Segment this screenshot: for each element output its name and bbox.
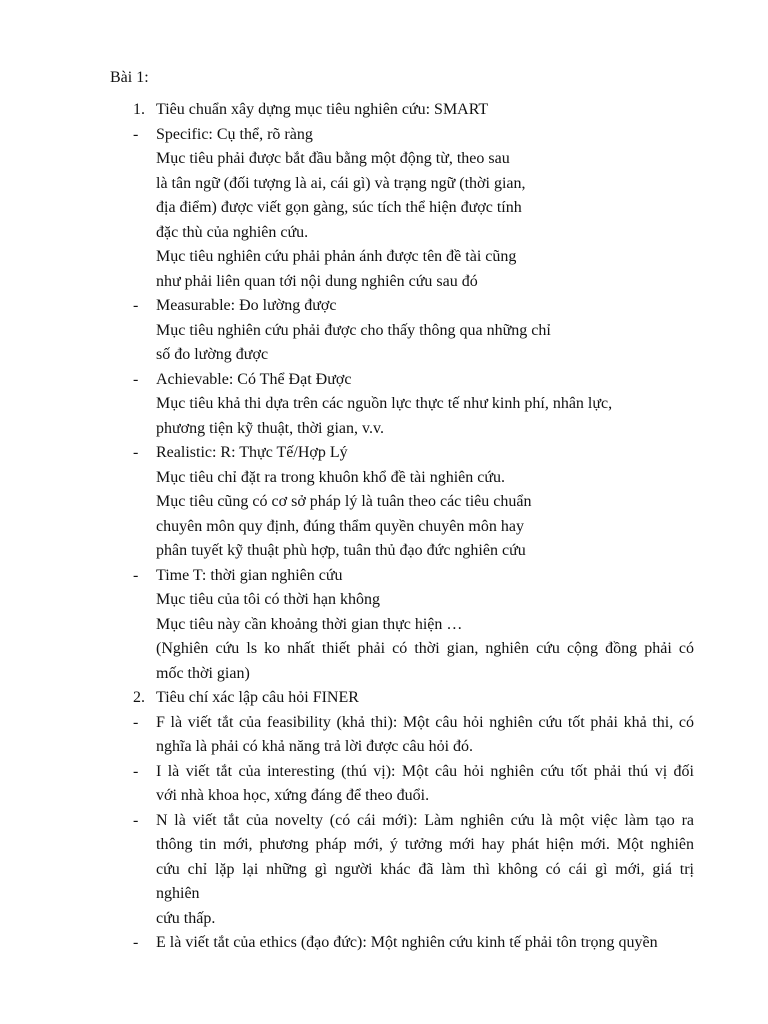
document-line — [0, 784, 768, 809]
document-line — [0, 613, 768, 638]
line-text: E là viết tắt của ethics (đạo đức): Một nghiên cứu kinh tế phải tôn trọng quyền — [156, 934, 658, 951]
line-text: địa điểm) được viết gọn gàng, súc tích thể hiện được tính — [156, 199, 522, 216]
document-line — [0, 490, 768, 515]
line-text: Achievable: Có Thể Đạt Được — [156, 370, 352, 388]
line-text: cứu chỉ lặp lại những gì người khác đã làm thì không có cái gì mới, giá trị — [156, 860, 694, 878]
document-line — [0, 392, 768, 417]
bullet-dash: - — [133, 713, 139, 731]
bullet-dash: - — [133, 444, 139, 461]
document-line — [0, 294, 768, 319]
line-text: phân tuyết kỹ thuật phù hợp, tuân thủ đạo đức nghiên cứu — [156, 542, 526, 559]
line-text: như phải liên quan tới nội dung nghiên cứu sau đó — [156, 272, 478, 290]
line-text: Measurable: Đo lường được — [156, 297, 337, 314]
document-line — [0, 833, 768, 858]
line-text: Mục tiêu khả thi dựa trên các nguồn lực thực tế như kinh phí, nhân lực, — [156, 395, 613, 412]
bullet-dash: - — [133, 934, 139, 951]
line-text: Mục tiêu cũng có cơ sở pháp lý là tuân theo các tiêu chuẩn — [156, 493, 532, 510]
line-text: mốc thời gian) — [156, 664, 250, 682]
list-number: 1. — [133, 101, 145, 118]
line-text: chuyên môn quy định, đúng thẩm quyền chuyên môn hay — [156, 517, 524, 535]
list-number: 2. — [133, 689, 145, 706]
line-text: nghiên — [156, 885, 200, 902]
document-line — [0, 809, 768, 834]
line-text: Mục tiêu của tôi có thời hạn không — [156, 591, 380, 608]
document-line — [0, 270, 768, 295]
bullet-dash: - — [133, 762, 139, 780]
line-text: Tiêu chí xác lập câu hỏi FINER — [156, 689, 359, 706]
document-line — [0, 368, 768, 393]
line-text: I là viết tắt của interesting (thú vị): Một câu hỏi nghiên cứu tốt phải thú vị đối — [156, 762, 694, 780]
line-text: với nhà khoa học, xứng đáng để theo đuổi. — [156, 787, 430, 804]
line-text: Time T: thời gian nghiên cứu — [156, 566, 343, 584]
document-line — [0, 564, 768, 589]
bullet-dash: - — [133, 125, 139, 143]
document-line — [0, 760, 768, 785]
document-line — [0, 343, 768, 368]
document-line — [0, 686, 768, 711]
document-line — [0, 98, 768, 123]
document-line — [0, 221, 768, 246]
document-line — [0, 539, 768, 564]
document-line — [0, 735, 768, 760]
line-text: Mục tiêu chỉ đặt ra trong khuôn khổ đề tài nghiên cứu. — [156, 468, 506, 486]
document-line — [0, 858, 768, 883]
document-line — [0, 637, 768, 662]
document-line — [0, 196, 768, 221]
bullet-dash: - — [133, 370, 139, 388]
document-line — [0, 662, 768, 687]
line-text: Specific: Cụ thể, rõ ràng — [156, 125, 313, 143]
bullet-dash: - — [133, 297, 139, 314]
line-text: đặc thù của nghiên cứu. — [156, 223, 309, 241]
line-text: phương tiện kỹ thuật, thời gian, v.v. — [156, 419, 384, 437]
document-line — [0, 417, 768, 442]
line-text: N là viết tắt của novelty (có cái mới): Làm nghiên cứu là một việc làm tạo ra — [156, 811, 694, 829]
document-line — [0, 441, 768, 466]
line-text: Mục tiêu nghiên cứu phải được cho thấy thông qua những chỉ — [156, 321, 551, 339]
document-line — [0, 907, 768, 932]
line-text: Mục tiêu nghiên cứu phải phản ánh được tên đề tài cũng — [156, 248, 517, 265]
document-heading: Bài 1: — [110, 69, 149, 86]
document-line — [0, 319, 768, 344]
document-line — [0, 515, 768, 540]
document-line — [0, 147, 768, 172]
document-line — [0, 882, 768, 907]
line-text: là tân ngữ (đối tượng là ai, cái gì) và trạng ngữ (thời gian, — [156, 174, 526, 192]
line-text: Mục tiêu phải được bắt đầu bằng một động từ, theo sau — [156, 150, 510, 167]
line-text: Tiêu chuẩn xây dựng mục tiêu nghiên cứu: SMART — [156, 101, 489, 118]
document-line — [0, 711, 768, 736]
line-text: nghĩa là phải có khả năng trả lời được câu hỏi đó. — [156, 738, 474, 755]
line-text: số đo lường được — [156, 346, 269, 363]
document-line — [0, 931, 768, 956]
document-body — [0, 98, 768, 956]
line-text: Mục tiêu này cần khoảng thời gian thực hiện … — [156, 615, 463, 633]
document-line — [0, 588, 768, 613]
line-text: (Nghiên cứu ls ko nhất thiết phải có thời gian, nghiên cứu cộng đồng phải có — [156, 640, 694, 657]
document-line — [0, 123, 768, 148]
bullet-dash: - — [133, 811, 139, 829]
document-line — [0, 245, 768, 270]
document-line — [0, 466, 768, 491]
line-text: Realistic: R: Thực Tế/Hợp Lý — [156, 444, 348, 461]
line-text: thông tin mới, phương pháp mới, ý tưởng mới hay phát hiện mới. Một nghiên — [156, 836, 694, 853]
line-text: cứu thấp. — [156, 909, 216, 927]
bullet-dash: - — [133, 566, 139, 584]
line-text: F là viết tắt của feasibility (khả thi): Một câu hỏi nghiên cứu tốt phải khả thi, có — [156, 713, 694, 731]
document-line — [0, 172, 768, 197]
